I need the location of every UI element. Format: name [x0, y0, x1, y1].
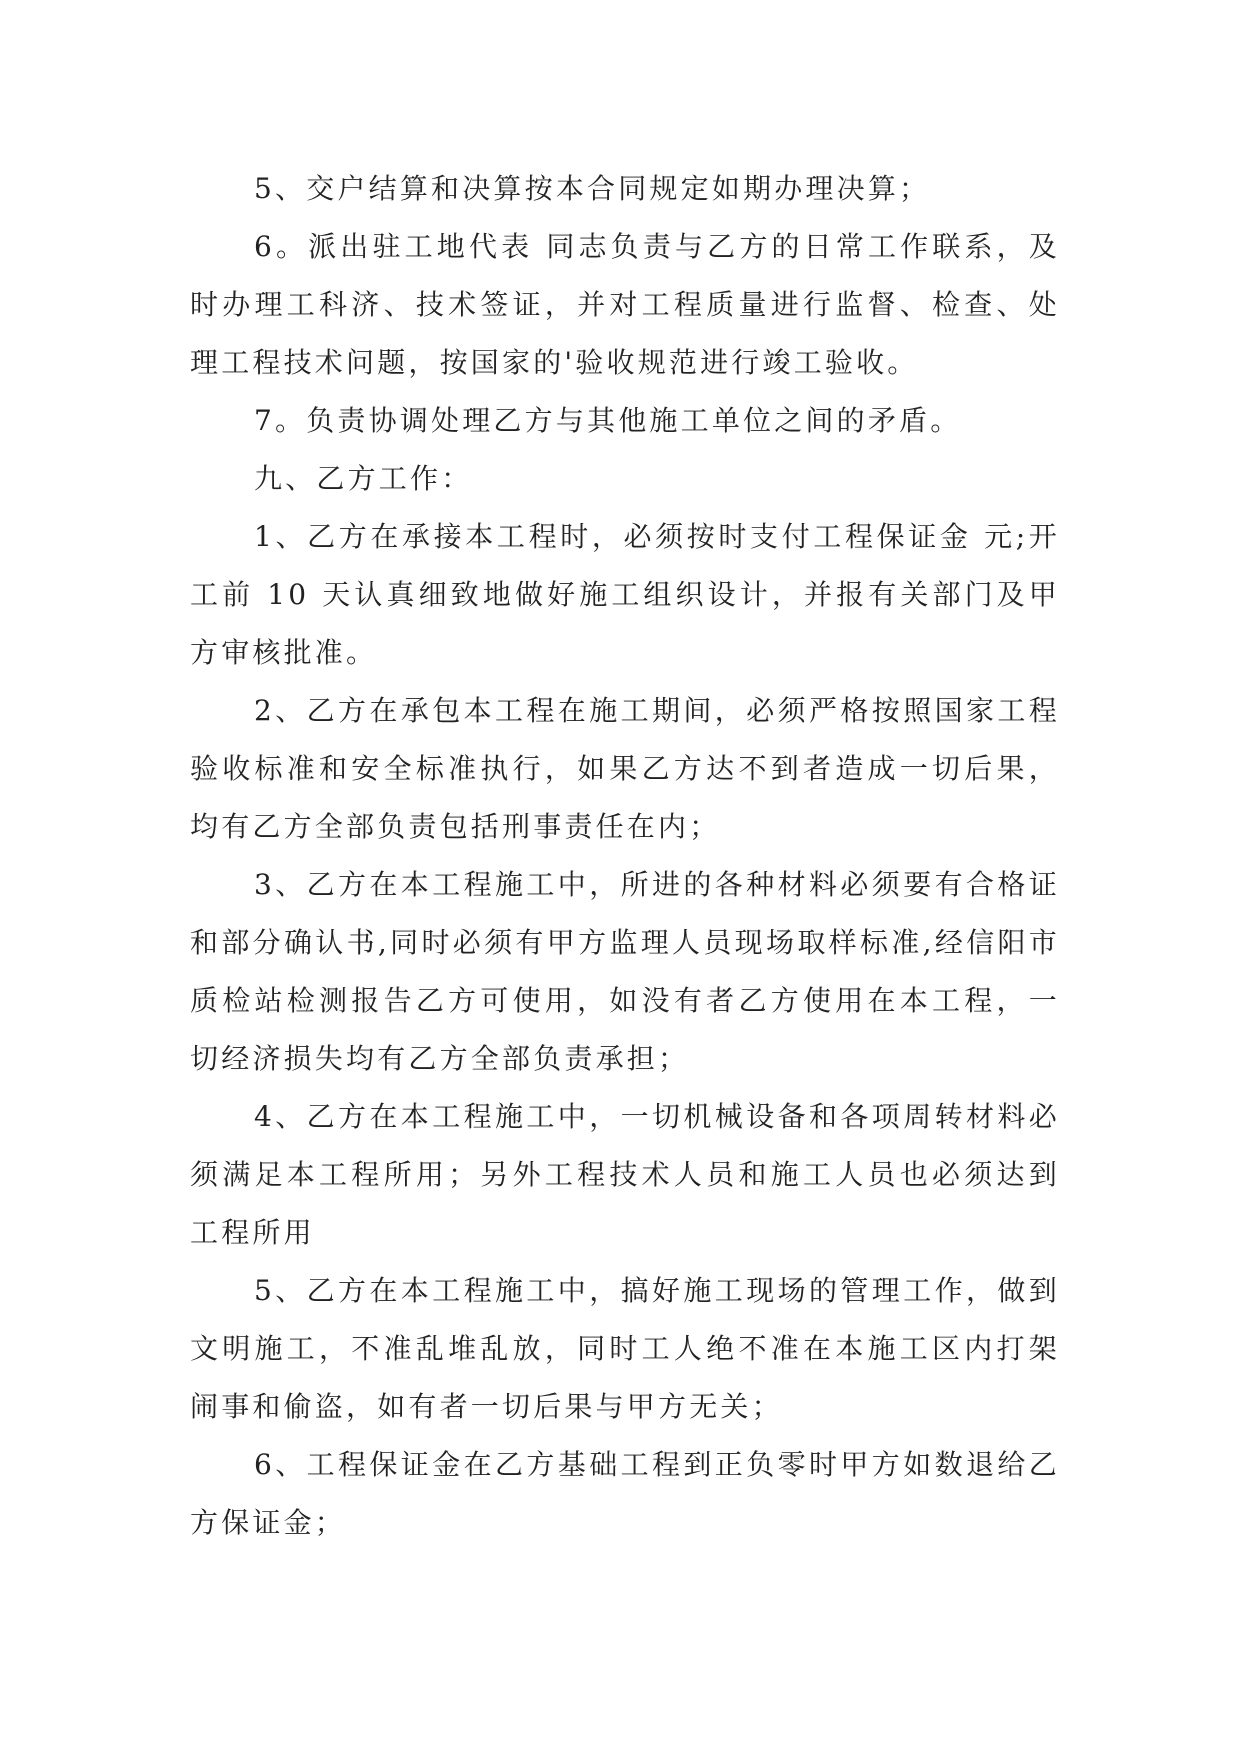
paragraph-6: 3、乙方在本工程施工中，所进的各种材料必须要有合格证和部分确认书,同时必须有甲方监理人员现场取样标准,经信阳市质检站检测报告乙方可使用，如没有者乙方使用在本工程，一切经济损失均有乙方全部负责承担；: [190, 868, 1060, 1075]
paragraph-7: 4、乙方在本工程施工中，一切机械设备和各项周转材料必须满足本工程所用；另外工程技术人员和施工人员也必须达到工程所用: [190, 1100, 1060, 1249]
document-body: [190, 160, 1060, 1552]
paragraph-8: 5、乙方在本工程施工中，搞好施工现场的管理工作，做到文明施工，不准乱堆乱放，同时工人绝不准在本施工区内打架闹事和偷盗，如有者一切后果与甲方无关；: [190, 1274, 1060, 1423]
paragraph-5: 2、乙方在承包本工程在施工期间，必须严格按照国家工程验收标准和安全标准执行，如果乙方达不到者造成一切后果，均有乙方全部负责包括刑事责任在内；: [190, 694, 1060, 843]
paragraph-9: 6、工程保证金在乙方基础工程到正负零时甲方如数退给乙方保证金；: [190, 1448, 1060, 1539]
paragraph-1: 5、交户结算和决算按本合同规定如期办理决算；: [254, 172, 931, 205]
paragraph-4: 1、乙方在承接本工程时，必须按时支付工程保证金 元;开工前 10 天认真细致地做好施工组织设计，并报有关部门及甲方审核批准。: [190, 520, 1060, 669]
paragraph-2: 6。派出驻工地代表 同志负责与乙方的日常工作联系，及时办理工科济、技术签证，并对工程质量进行监督、检查、处理工程技术问题，按国家的'验收规范进行竣工验收。: [190, 230, 1060, 379]
paragraph-3: 7。负责协调处理乙方与其他施工单位之间的矛盾。: [254, 404, 962, 437]
section-heading: 九、乙方工作：: [254, 462, 473, 495]
